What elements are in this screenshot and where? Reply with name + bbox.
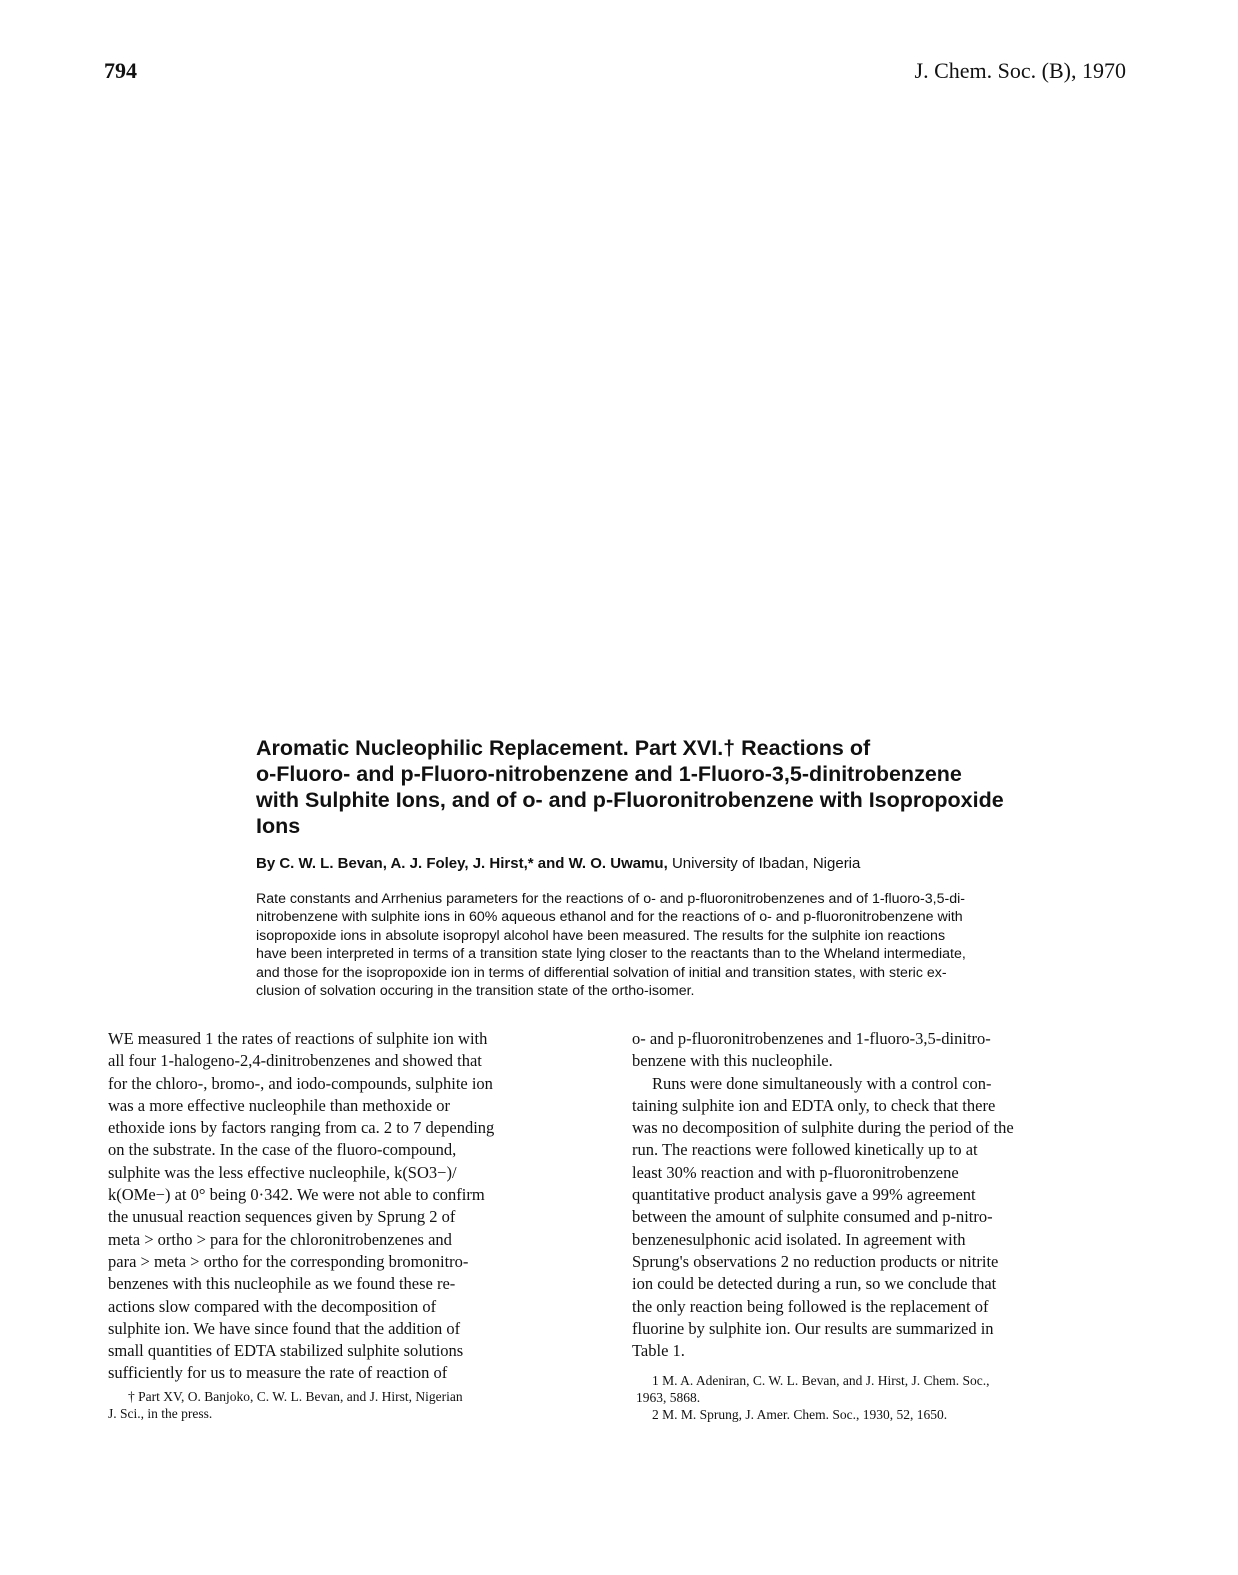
affiliation: University of Ibadan, Nigeria <box>671 855 861 872</box>
author-names: By C. W. L. Bevan, A. J. Foley, J. Hirst,* and W. O. Uwamu, <box>256 855 668 872</box>
abstract <box>256 890 1126 1000</box>
body-line: the only reaction being followed is the replacement of <box>632 1296 989 1316</box>
body-line: benzenesulphonic acid isolated. In agreement with <box>632 1229 966 1249</box>
body-line: was a more effective nucleophile than methoxide or <box>108 1095 450 1115</box>
title-line: with Sulphite Ions, and of o- and p-Fluoronitrobenzene with Isopropoxide <box>256 788 1004 812</box>
abstract-line: have been interpreted in terms of a transition state lying closer to the reactants than to the Wheland intermediate, <box>256 946 966 963</box>
body-line: Runs were done simultaneously with a control con- <box>652 1073 992 1093</box>
article-title <box>256 735 1126 839</box>
body-line: run. The reactions were followed kinetically up to at <box>632 1140 978 1160</box>
body-line: all four 1-halogeno-2,4-dinitrobenzenes and showed that <box>108 1051 482 1071</box>
footnote-line: † Part XV, O. Banjoko, C. W. L. Bevan, and J. Hirst, Nigerian <box>128 1389 463 1404</box>
body-column-right <box>632 1028 1128 1362</box>
body-line: WE measured 1 the rates of reactions of sulphite ion with <box>108 1029 488 1048</box>
body-line: was no decomposition of sulphite during the period of the <box>632 1118 1014 1138</box>
body-line: between the amount of sulphite consumed and p-nitro- <box>632 1207 993 1227</box>
body-line: sulphite was the less effective nucleophile, k(SO3−)/ <box>108 1162 457 1182</box>
body-line: o- and p-fluoronitrobenzenes and 1-fluoro-3,5-dinitro- <box>632 1029 991 1048</box>
body-line: meta > ortho > para for the chloronitrobenzenes and <box>108 1229 452 1249</box>
body-line: ethoxide ions by factors ranging from ca. 2 to 7 depending <box>108 1118 495 1138</box>
body-line: fluorine by sulphite ion. Our results are summarized in <box>632 1318 994 1338</box>
title-line: o-Fluoro- and p-Fluoro-nitrobenzene and 1-Fluoro-3,5-dinitrobenzene <box>256 762 962 786</box>
body-line: for the chloro-, bromo-, and iodo-compounds, sulphite ion <box>108 1073 493 1093</box>
body-line: taining sulphite ion and EDTA only, to check that there <box>632 1095 996 1115</box>
body-line: para > meta > ortho for the corresponding bromonitro- <box>108 1251 469 1271</box>
footnote-line: J. Sci., in the press. <box>108 1406 213 1421</box>
footnote-line: 2 M. M. Sprung, J. Amer. Chem. Soc., 1930, 52, 1650. <box>652 1407 948 1422</box>
body-line: k(OMe−) at 0° being 0·342. We were not able to confirm <box>108 1185 485 1205</box>
body-line: ion could be detected during a run, so we conclude that <box>632 1274 997 1294</box>
page-number: 794 <box>104 58 137 83</box>
abstract-line: clusion of solvation occuring in the transition state of the ortho-isomer. <box>256 983 695 1000</box>
body-line: sulphite ion. We have since found that the addition of <box>108 1318 461 1338</box>
body-line: on the substrate. In the case of the fluoro-compound, <box>108 1140 457 1160</box>
body-line: sufficiently for us to measure the rate of reaction of <box>108 1363 448 1383</box>
body-line: small quantities of EDTA stabilized sulphite solutions <box>108 1341 464 1361</box>
body-column-left <box>108 1028 604 1385</box>
abstract-line: Rate constants and Arrhenius parameters for the reactions of o- and p-fluoronitrobenzenes and of 1-fluoro-3,5-di- <box>256 891 965 907</box>
body-line: the unusual reaction sequences given by Sprung 2 of <box>108 1207 456 1227</box>
title-line: Aromatic Nucleophilic Replacement. Part XVI.† Reactions of <box>256 736 871 760</box>
body-line: Sprung's observations 2 no reduction products or nitrite <box>632 1251 999 1271</box>
body-line: least 30% reaction and with p-fluoronitrobenzene <box>632 1162 959 1182</box>
abstract-line: and those for the isopropoxide ion in terms of differential solvation of initial and transition states, with steric ex- <box>256 964 947 981</box>
body-line: Table 1. <box>632 1341 685 1361</box>
body-line: benzenes with this nucleophile as we found these re- <box>108 1274 456 1294</box>
body-line: quantitative product analysis gave a 99% agreement <box>632 1185 976 1205</box>
footnotes-right <box>632 1372 1128 1423</box>
abstract-line: nitrobenzene with sulphite ions in 60% aqueous ethanol and for the reactions of o- and p-fluoronitrobenzene with <box>256 909 963 926</box>
title-line: Ions <box>256 814 301 838</box>
footnote-line: 1 M. A. Adeniran, C. W. L. Bevan, and J. Hirst, J. Chem. Soc., <box>652 1373 990 1388</box>
footnote-left <box>108 1388 604 1422</box>
body-line: benzene with this nucleophile. <box>632 1051 833 1071</box>
body-line: actions slow compared with the decomposition of <box>108 1296 437 1316</box>
footnote-line: 1963, 5868. <box>636 1390 701 1405</box>
abstract-line: isopropoxide ions in absolute isopropyl alcohol have been measured. The results for the sulphite ion reactions <box>256 927 946 944</box>
authors-block <box>256 855 1126 872</box>
journal-citation: J. Chem. Soc. (B), 1970 <box>914 58 1126 83</box>
